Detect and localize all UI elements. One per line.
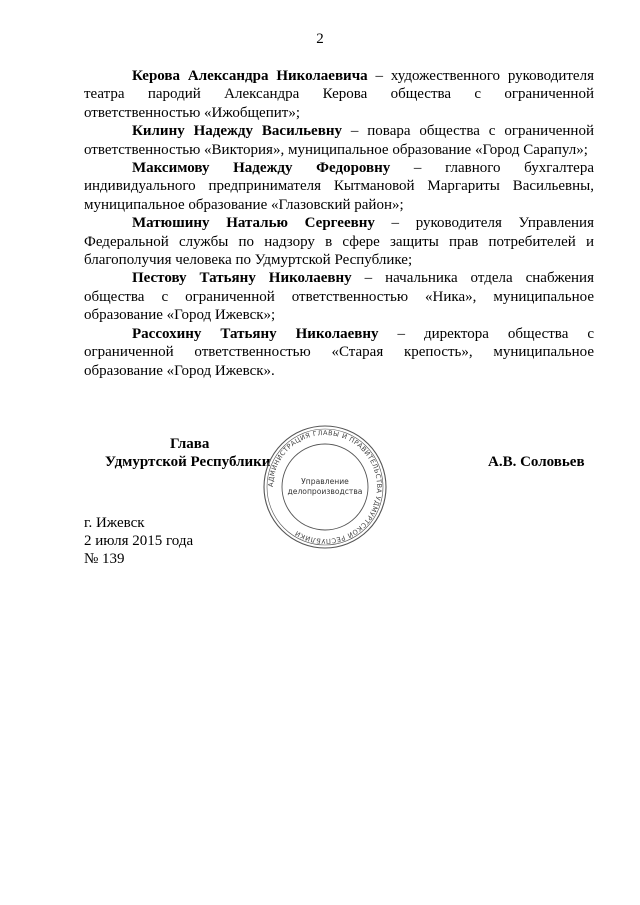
- signatory-title-line1: Глава: [170, 436, 210, 452]
- awardee-name: Килину Надежду Васильевну: [132, 123, 342, 140]
- awardee-position: – директора общества с ограниченной ответственностью «Старая крепость», муниципальное образование «Город Ижевск».: [84, 325, 594, 379]
- document-date: 2 июля 2015 года: [84, 533, 194, 549]
- awardee-position: – руководителя Управления Федеральной службы по надзору в сфере защиты прав потребителей и благополучия человека по Удмуртской Республике;: [84, 215, 594, 269]
- awardee-name: Керова Александра Николаевича: [132, 68, 368, 84]
- award-entry: [84, 159, 594, 214]
- awardee-position: – начальника отдела снабжения общества с ограниченной ответственностью «Ника», муниципальное образование «Город Ижевск»;: [84, 270, 594, 324]
- signatory-title-line2: Удмуртской Республики: [105, 454, 271, 470]
- awardee-name: Матюшину Наталью Сергеевну: [132, 215, 375, 232]
- awardee-position: – главного бухгалтера индивидуального предпринимателя Кытмановой Маргариты Васильевны, муниципальное образование «Глазовский район»;: [84, 160, 595, 213]
- seal-center-line2: делопроизводства: [287, 487, 363, 496]
- seal-outer-text: АДМИНИСТРАЦИЯ ГЛАВЫ И ПРАВИТЕЛЬСТВА УДМУРТСКОЙ РЕСПУБЛИКИ: [266, 428, 384, 546]
- seal-center-line1: Управление: [301, 477, 349, 486]
- official-seal: [262, 424, 388, 550]
- awardee-position: – повара общества с ограниченной ответственностью «Виктория», муниципальное образование «Город Сарапул»;: [84, 123, 594, 158]
- awardee-position: – художественного руководителя театра пародий Александра Керова общества с ограниченной ответственностью «Ижобщепит»;: [84, 68, 594, 121]
- place-city: г. Ижевск: [84, 515, 145, 531]
- award-entry: [84, 269, 594, 324]
- document-number: № 139: [84, 551, 125, 567]
- award-entry: [84, 122, 594, 159]
- awardee-name: Пестову Татьяну Николаевну: [132, 270, 352, 287]
- awardee-name: Максимову Надежду Федоровну: [132, 160, 391, 177]
- award-entry: [84, 325, 594, 380]
- page-number: 2: [316, 31, 324, 47]
- award-entry: [84, 214, 594, 269]
- award-entry: [84, 67, 594, 122]
- awardee-name: Рассохину Татьяну Николаевну: [132, 325, 379, 342]
- signer-name: А.В. Соловьев: [488, 454, 585, 470]
- award-list: [84, 67, 594, 380]
